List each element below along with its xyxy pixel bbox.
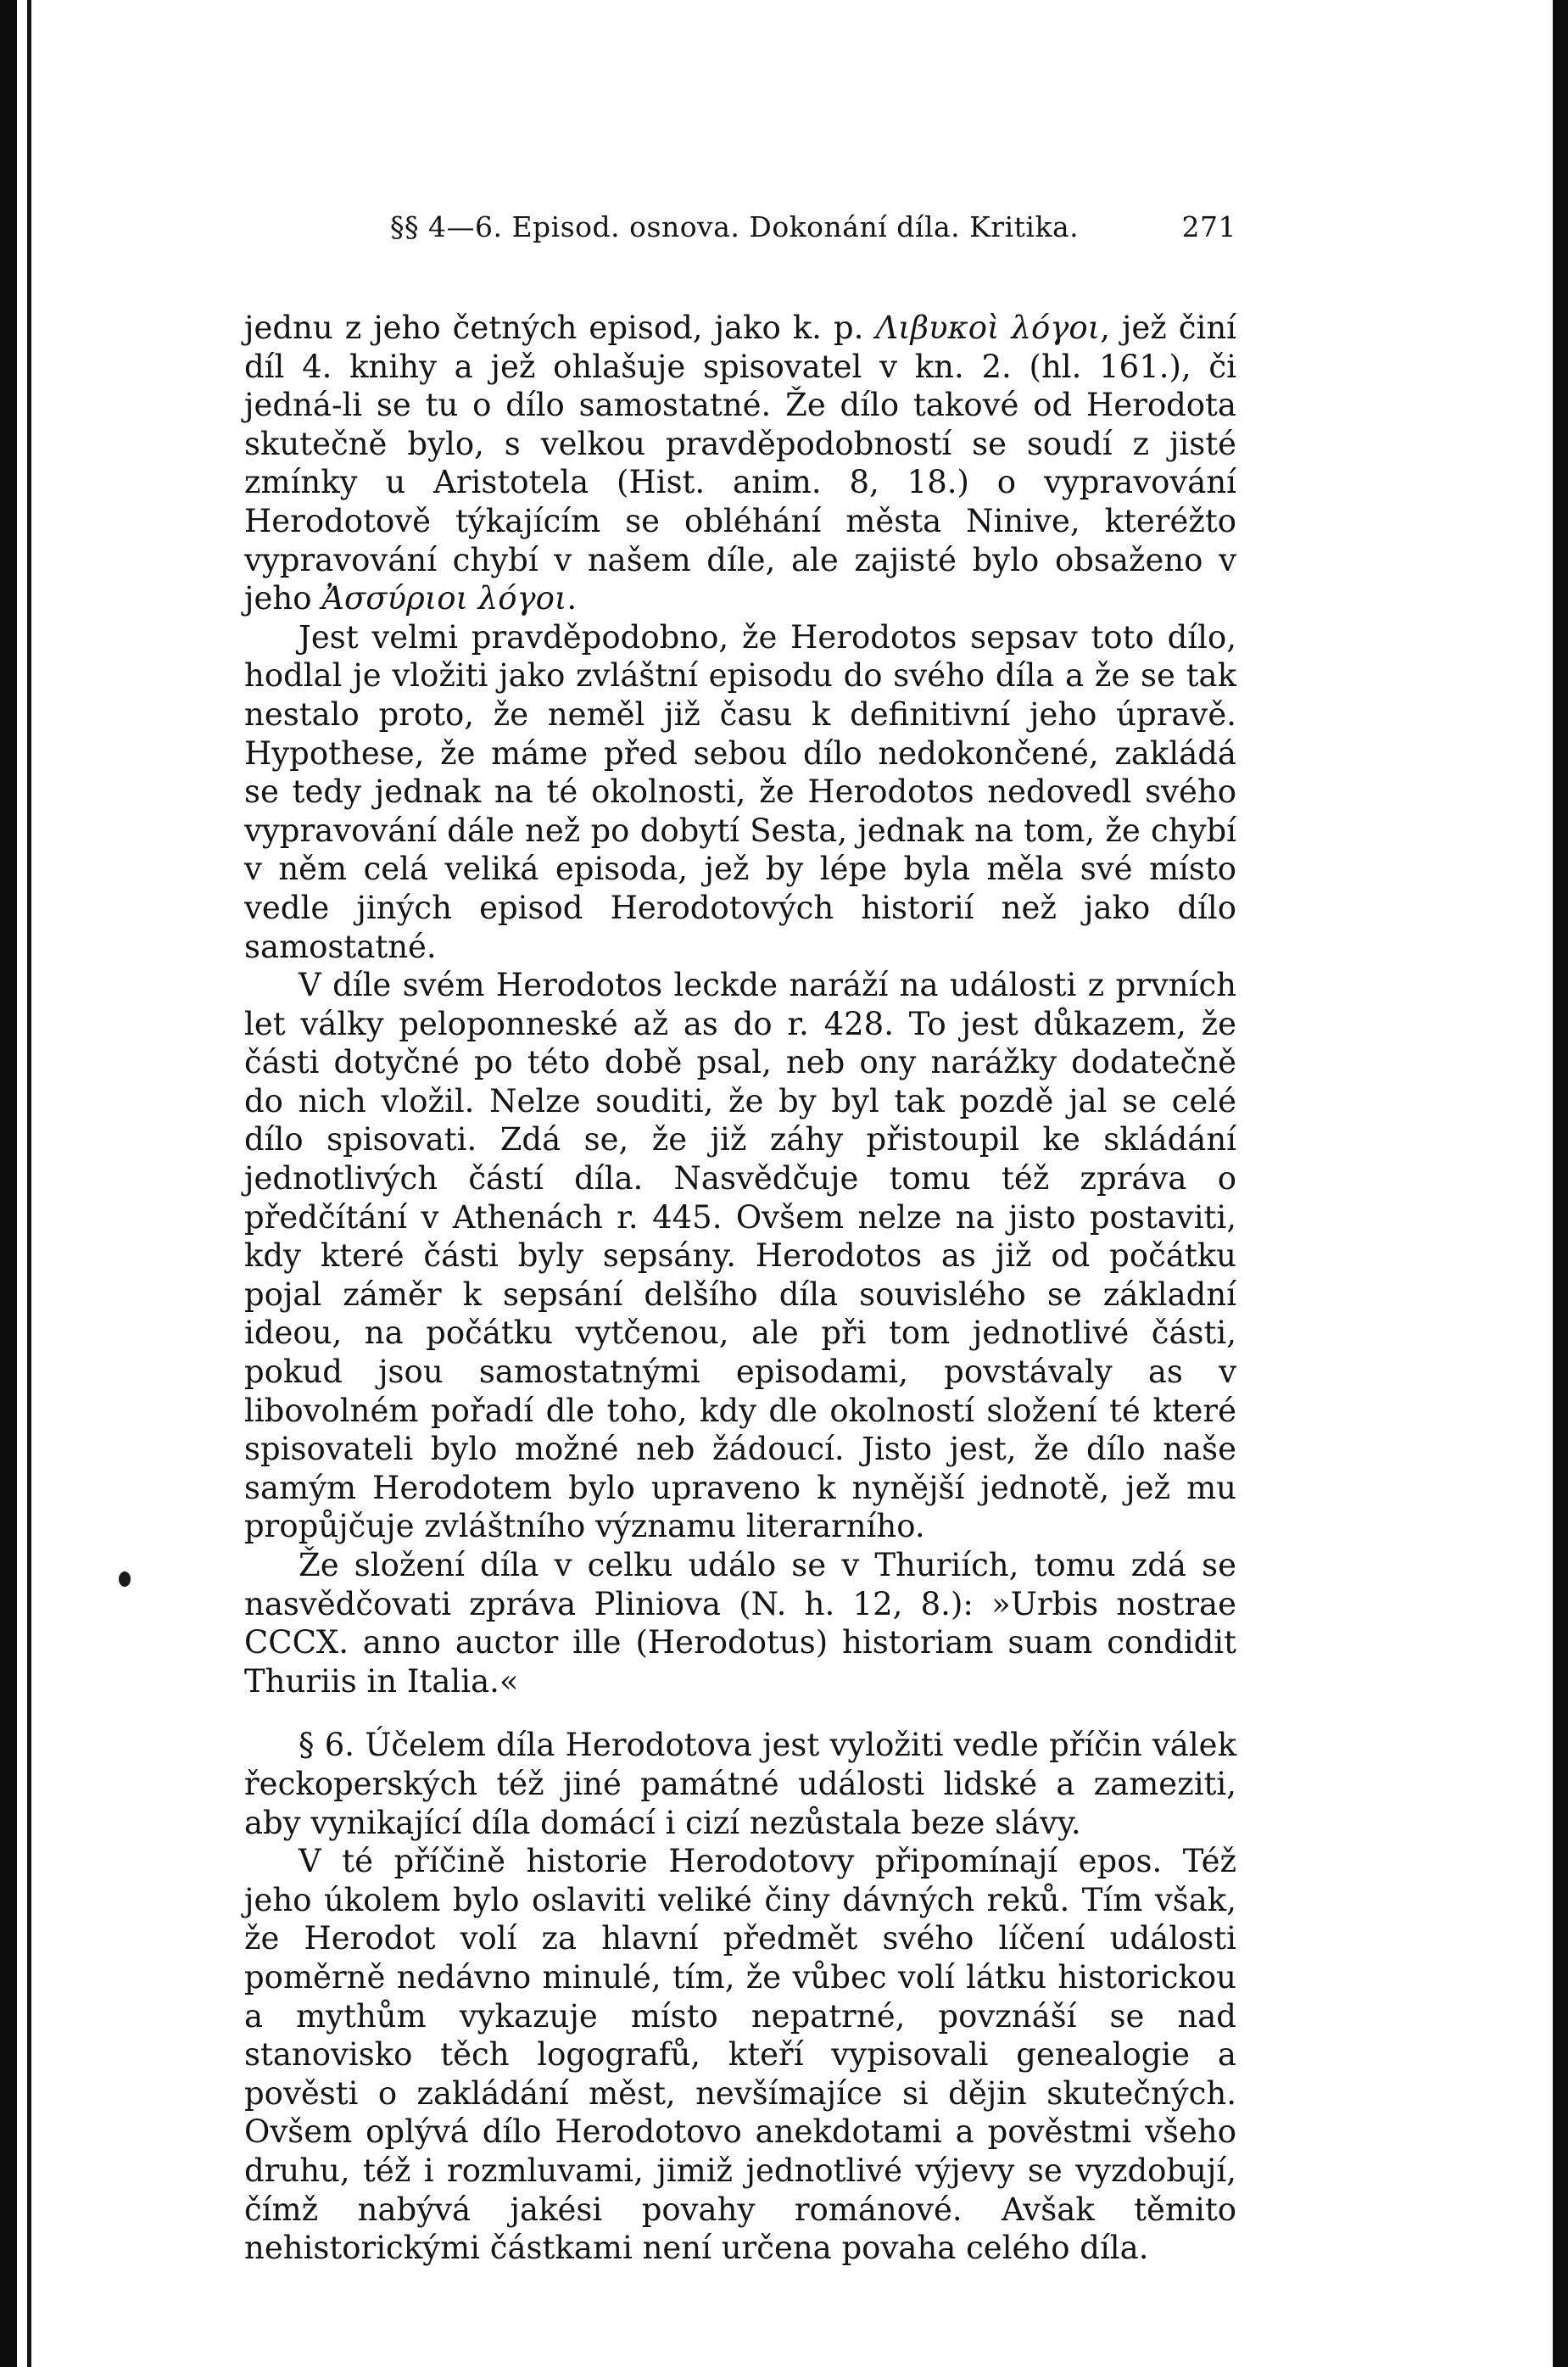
paragraph (244, 618, 1236, 966)
running-title: §§ 4—6. Episod. osnova. Dokonání díla. Kritika. (390, 210, 1080, 243)
running-header (244, 210, 1236, 258)
section-paragraph (244, 1726, 1236, 1842)
body-text (244, 309, 1236, 2268)
margin-dot-mark (119, 1571, 131, 1587)
scan-border-left-line (27, 0, 31, 2367)
text-segment: V díle svém Herodotos leckde naráží na události z prvních let války peloponneské až as do r. 428. To jest důkazem, že části dotyčné po této době psal, neb ony narážky dodatečně do nich vložil. Nelze souditi, že by byl tak pozdě jal se celé dílo spisovati. Zdá se, že již záhy přistoupil ke skládání jednotlivých částí díla. Nasvědčuje tomu též zpráva o předčítání v Athenách r. 445. Ovšem nelze na jisto postaviti, kdy které části byly sepsány. Herodotos as již od počátku pojal záměr k sepsání delšího díla souvislého se základní ideou, na počátku vytčenou, ale při tom jednotlivé části, pokud jsou samostatnými episodami, povstávaly as v libovolném pořadí dle toho, kdy dle okolností složení té které spisovateli bylo možné neb žádoucí. Jisto jest, že dílo naše samým Herodotem bylo upraveno k nynější jednotě, jež mu propůjčuje zvláštního významu literarního. (244, 967, 1236, 1545)
text-segment: , jež činí díl 4. knihy a jež ohlašuje spisovatel v kn. 2. (hl. 161.), či jedná-li se tu o dílo samostatné. Že dílo takové od Herodota skutečně bylo, s velkou pravděpodobností se soudí z jisté zmínky u Aristotela (Hist. anim. 8, 18.) o vypravování Herodotově týkajícím se obléhání města Ninive, kteréžto vypravování chybí v našem díle, ale zajisté bylo obsaženo v jeho (244, 310, 1236, 617)
text-segment: Že složení díla v celku událo se v Thuriích, tomu zdá se nasvědčovati zpráva Pliniova (N. h. 12, 8.): »Urbis nostrae CCCX. anno auctor ille (Herodotus) historiam suam condidit Thuriis in Italia.« (244, 1547, 1236, 1700)
scan-border-right (1553, 0, 1568, 2367)
paragraph (244, 1842, 1236, 2268)
greek-phrase: Ἀσσύριοι λόγοι (321, 580, 567, 617)
paragraph (244, 1546, 1236, 1700)
book-page (244, 210, 1236, 2268)
text-segment: jednu z jeho četných episod, jako k. p. (244, 310, 876, 346)
text-segment: . (566, 580, 578, 617)
text-segment: V té příčině historie Herodotovy připomínají epos. Též jeho úkolem bylo oslaviti veliké činy dávných reků. Tím však, že Herodot volí za hlavní předmět svého líčení události poměrně nedávno minulé, tím, že vůbec volí látku historickou a mythům vykazuje místo nepatrné, povznáší se nad stanovisko těch logografů, kteří vypisovali genealogie a pověsti o zakládání měst, nevšímajíce si dějin skutečných. Ovšem oplývá dílo Herodotovo anekdotami a pověstmi všeho druhu, též i rozmluvami, jimiž jednotlivé výjevy se vyzdobují, čímž nabývá jakési povahy románové. Avšak těmito nehistorickými částkami není určena povaha celého díla. (244, 1843, 1236, 2267)
paragraph (244, 309, 1236, 618)
scan-border-left (0, 0, 17, 2367)
text-segment: Jest velmi pravděpodobno, že Herodotos sepsav toto dílo, hodlal je vložiti jako zvláštní episodu do svého díla a že se tak nestalo proto, že neměl již času k definitivní jeho úpravě. Hypothese, že máme před sebou dílo nedokončené, zakládá se tedy jednak na té okolnosti, že Herodotos nedovedl svého vypravování dále než po dobytí Sesta, jednak na tom, že chybí v něm celá veliká episoda, jež by lépe byla měla své místo vedle jiných episod Herodotových historií než jako dílo samostatné. (244, 618, 1236, 965)
page-number: 271 (1181, 210, 1236, 243)
text-segment: § 6. Účelem díla Herodotova jest vyložiti vedle příčin válek řeckoperských též jiné památné události lidské a zameziti, aby vynikající díla domácí i cizí nezůstala beze slávy. (244, 1727, 1236, 1841)
paragraph (244, 966, 1236, 1546)
greek-phrase: Λιβυκοὶ λόγοι (875, 310, 1101, 346)
